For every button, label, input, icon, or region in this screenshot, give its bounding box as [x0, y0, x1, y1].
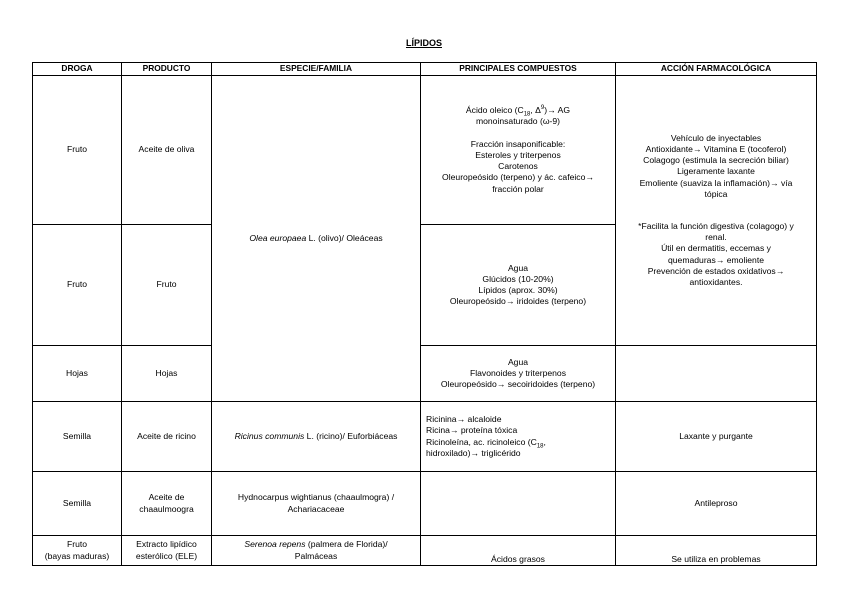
cell-compuestos	[421, 472, 616, 536]
cell-producto: Aceite de oliva	[122, 76, 212, 225]
table-row	[33, 472, 817, 536]
cell-especie	[212, 402, 421, 472]
cell-compuestos	[421, 76, 616, 225]
action-line: Emoliente (suaviza la inflamación)→ vía	[639, 177, 793, 188]
cell-droga: Fruto	[33, 225, 122, 346]
action-line: tópica	[704, 188, 728, 199]
compound-line: monoinsaturado (ω-9)	[475, 116, 561, 127]
table-row	[33, 402, 817, 472]
lipids-table	[32, 62, 817, 566]
compound-line: Oleuropeósido→ iridoides (terpeno)	[449, 296, 587, 307]
action-line: quemaduras→ emoliente	[667, 254, 765, 265]
table-header-row	[33, 63, 817, 76]
compound-line: Ricinina→ alcaloide	[426, 414, 502, 425]
action-line: *Facilita la función digestiva (colagogo) y	[638, 221, 794, 231]
species-name: Ricinus communis	[234, 430, 305, 441]
cell-accion: Antileproso	[616, 472, 817, 536]
cell-producto: Aceite de ricino	[122, 402, 212, 472]
species-family: L. (olivo)/ Oleáceas	[306, 232, 383, 243]
compound-line: fracción polar	[492, 183, 544, 194]
header-producto: PRODUCTO	[122, 63, 212, 76]
action-line: Útil en dermatitis, eccemas y	[661, 243, 771, 254]
cell-producto: Hojas	[122, 346, 212, 402]
cell-producto: Aceite de chaaulmoogra	[122, 472, 212, 536]
table-row	[33, 346, 817, 402]
table-row	[33, 536, 817, 566]
table-row	[33, 76, 817, 225]
cell-compuestos	[421, 225, 616, 346]
compound-line: Lípidos (aprox. 30%)	[478, 285, 558, 295]
action-line: Antioxidante→ Vitamina E (tocoferol)	[645, 143, 787, 154]
species-name: Olea europaea	[249, 232, 307, 243]
cell-accion: Se utiliza en problemas	[616, 536, 817, 566]
cell-accion	[616, 346, 817, 402]
cell-producto: Fruto	[122, 225, 212, 346]
page-title: LÍPIDOS	[405, 38, 442, 48]
compound-line: Glúcidos (10-20%)	[482, 273, 554, 284]
compound-line: Fracción insaponificable:	[470, 138, 566, 149]
compound-line: Flavonoides y triterpenos	[469, 367, 566, 378]
action-line: renal.	[705, 232, 727, 243]
cell-compuestos	[421, 346, 616, 402]
action-line: Colagogo (estimula la secreción biliar)	[643, 155, 789, 166]
cell-compuestos	[421, 402, 616, 472]
compound-line: Ácido oleico ($C_{18}$, $\Delta^9)\to$ AG	[465, 105, 571, 118]
compound-line: Ricina→ proteína tóxica	[426, 425, 518, 436]
compound-line: Ricinoleína, ac. ricinoleico ($C_{18}$,	[426, 436, 546, 450]
cell-compuestos: Ácidos grasos	[421, 536, 616, 566]
header-accion-farmacologica: ACCIÓN FARMACOLÓGICA	[616, 63, 817, 76]
action-line: Vehículo de inyectables	[670, 132, 762, 143]
species-family: L. (ricino)/ Euforbiáceas	[304, 430, 398, 441]
cell-especie: Hydnocarpus wightianus (chaaulmogra) / Achariacaceae	[212, 472, 421, 536]
cell-especie: Serenoa repens (palmera de Florida)/ Palmáceas	[212, 536, 421, 566]
cell-droga: Hojas	[33, 346, 122, 402]
species-name: Serenoa repens	[244, 539, 306, 550]
action-line: Prevención de estados oxidativos→	[647, 265, 785, 276]
compound-line: Agua	[507, 356, 529, 367]
cell-producto: Extracto lipídico esterólico (ELE)	[122, 536, 212, 566]
cell-accion: Laxante y purgante	[616, 402, 817, 472]
cell-accion	[616, 76, 817, 346]
cell-droga: Fruto	[33, 76, 122, 225]
compound-line: Esteroles y triterpenos	[475, 149, 561, 160]
cell-droga: Semilla	[33, 472, 122, 536]
action-line: antioxidantes.	[689, 277, 743, 288]
compound-line: Carotenos	[498, 161, 538, 172]
cell-especie	[212, 76, 421, 402]
compound-line: Oleuropeósido (terpeno) y ác. cafeico→	[442, 172, 594, 183]
header-especie-familia: ESPECIE/FAMILIA	[212, 63, 421, 76]
cell-droga: Fruto (bayas maduras)	[33, 536, 122, 566]
compound-line: Oleuropeósido→ secoiridoides (terpeno)	[440, 379, 596, 390]
compound-line: Agua	[507, 262, 529, 273]
header-droga: DROGA	[33, 63, 122, 76]
header-principales-compuestos: PRINCIPALES COMPUESTOS	[421, 63, 616, 76]
compound-line: hidroxilado)→ triglicérido	[426, 447, 521, 458]
cell-droga: Semilla	[33, 402, 122, 472]
action-line: Ligeramente laxante	[677, 166, 755, 177]
